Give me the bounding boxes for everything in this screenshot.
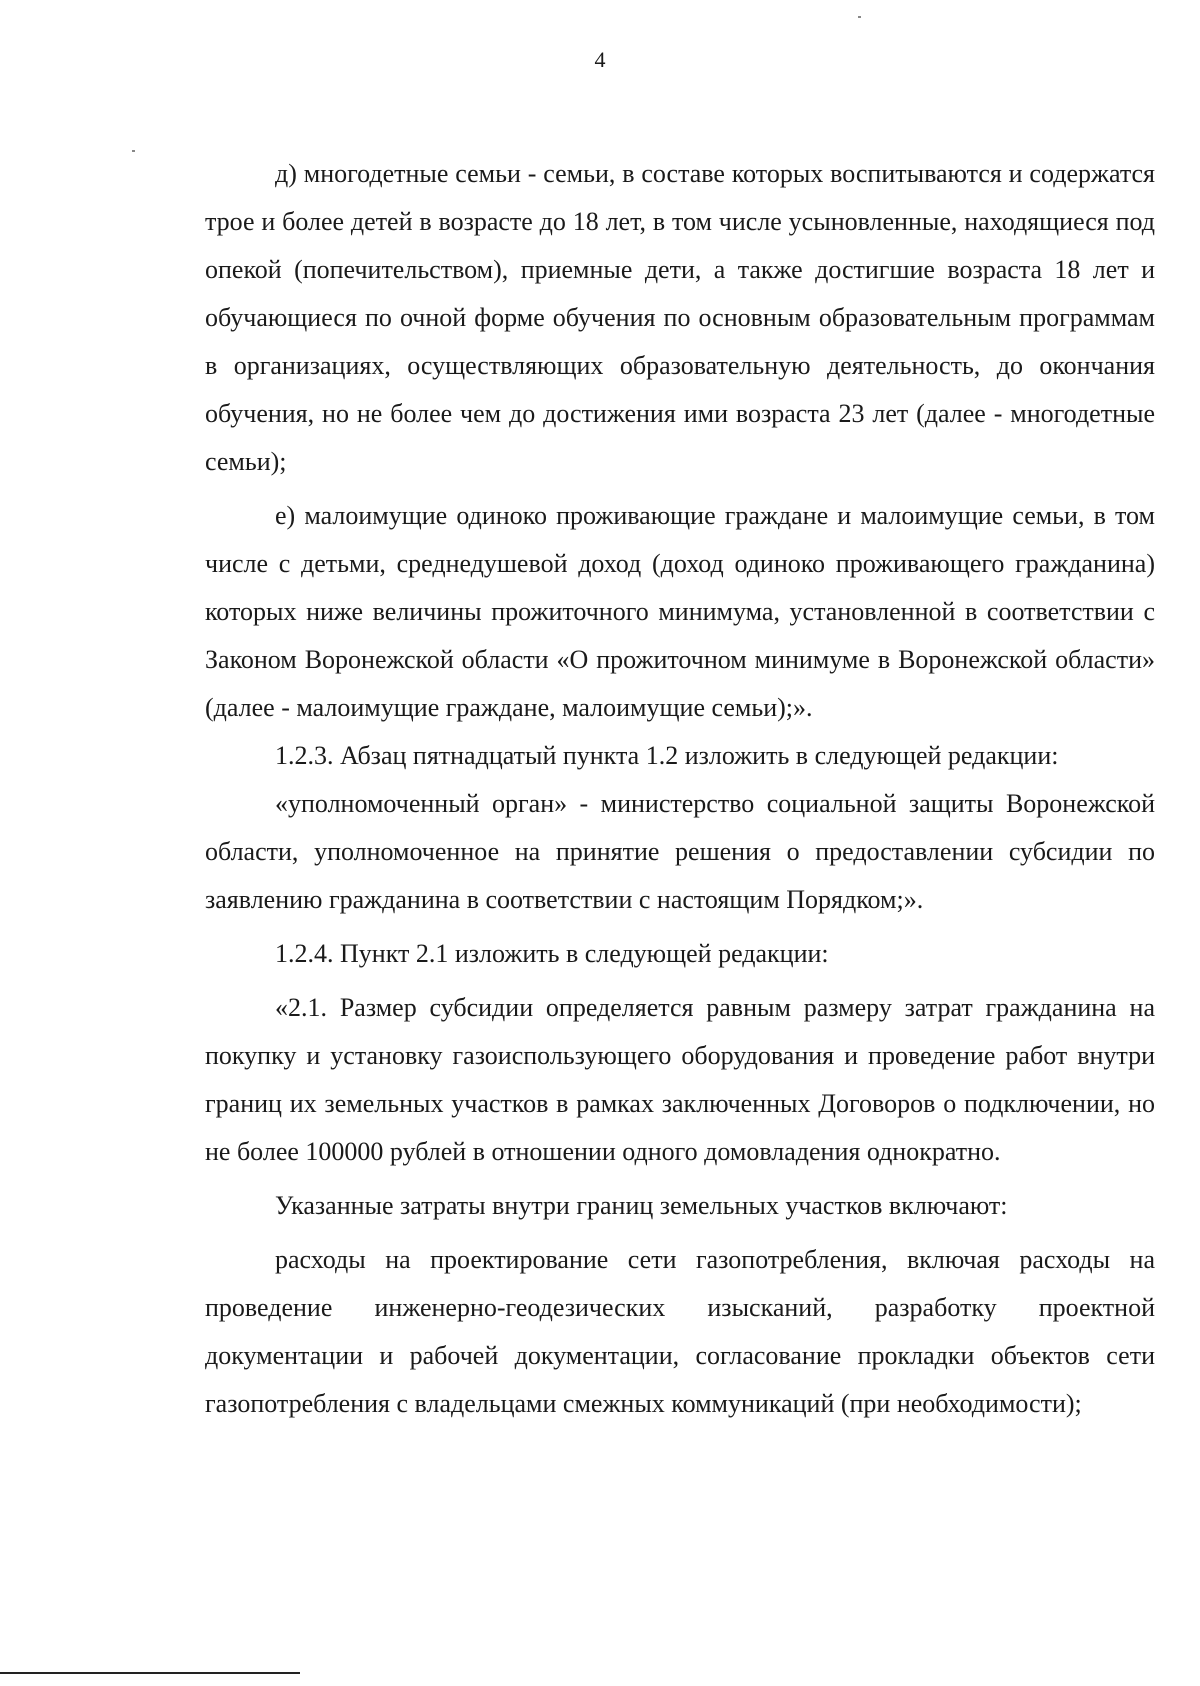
document-body bbox=[205, 150, 1155, 1428]
paragraph-authorized-body: «уполномоченный орган» - министерство социальной защиты Воронежской области, уполномоченное на принятие решения о предоставлении субсидии по заявлению гражданина в соответствии с настоящим Порядком;». bbox=[205, 789, 1155, 914]
paragraph-e-low-income: е) малоимущие одиноко проживающие граждане и малоимущие семьи, в том числе с детьми, среднедушевой доход (доход одиноко проживающего гражданина) которых ниже величины прожиточного минимума, установленной в соответствии с Законом Воронежской области «О прожиточном минимуме в Воронежской области» (далее - малоимущие граждане, малоимущие семьи);». bbox=[205, 501, 1155, 722]
paragraph-d-large-families: д) многодетные семьи - семьи, в составе которых воспитываются и содержатся трое и более детей в возрасте до 18 лет, в том числе усыновленные, находящиеся под опекой (попечительством), приемные дети, а также достигшие возраста 18 лет и обучающиеся по очной форме обучения по основным образовательным программам в организациях, осуществляющих образовательную деятельность, до окончания обучения, но не более чем до достижения ими возраста 23 лет (далее - многодетные семьи); bbox=[205, 159, 1155, 476]
scan-artifact bbox=[132, 150, 135, 152]
paragraph-design-costs: расходы на проектирование сети газопотребления, включая расходы на проведение инженерно-геодезических изысканий, разработку проектной документации и рабочей документации, согласование прокладки объектов сети газопотребления с владельцами смежных коммуникаций (при необходимости); bbox=[205, 1245, 1155, 1418]
footer-rule bbox=[0, 1672, 300, 1674]
page-number: 4 bbox=[594, 47, 606, 72]
paragraph-costs-include: Указанные затраты внутри границ земельных участков включают: bbox=[275, 1191, 1008, 1220]
paragraph-1-2-4: 1.2.4. Пункт 2.1 изложить в следующей редакции: bbox=[275, 939, 829, 968]
paragraph-1-2-3: 1.2.3. Абзац пятнадцатый пункта 1.2 изложить в следующей редакции: bbox=[275, 741, 1059, 770]
scan-artifact bbox=[858, 16, 861, 18]
paragraph-2-1-subsidy-size: «2.1. Размер субсидии определяется равным размеру затрат гражданина на покупку и установку газоиспользующего оборудования и проведение работ внутри границ их земельных участков в рамках заключенных Договоров о подключении, но не более 100000 рублей в отношении одного домовладения однократно. bbox=[205, 993, 1155, 1166]
